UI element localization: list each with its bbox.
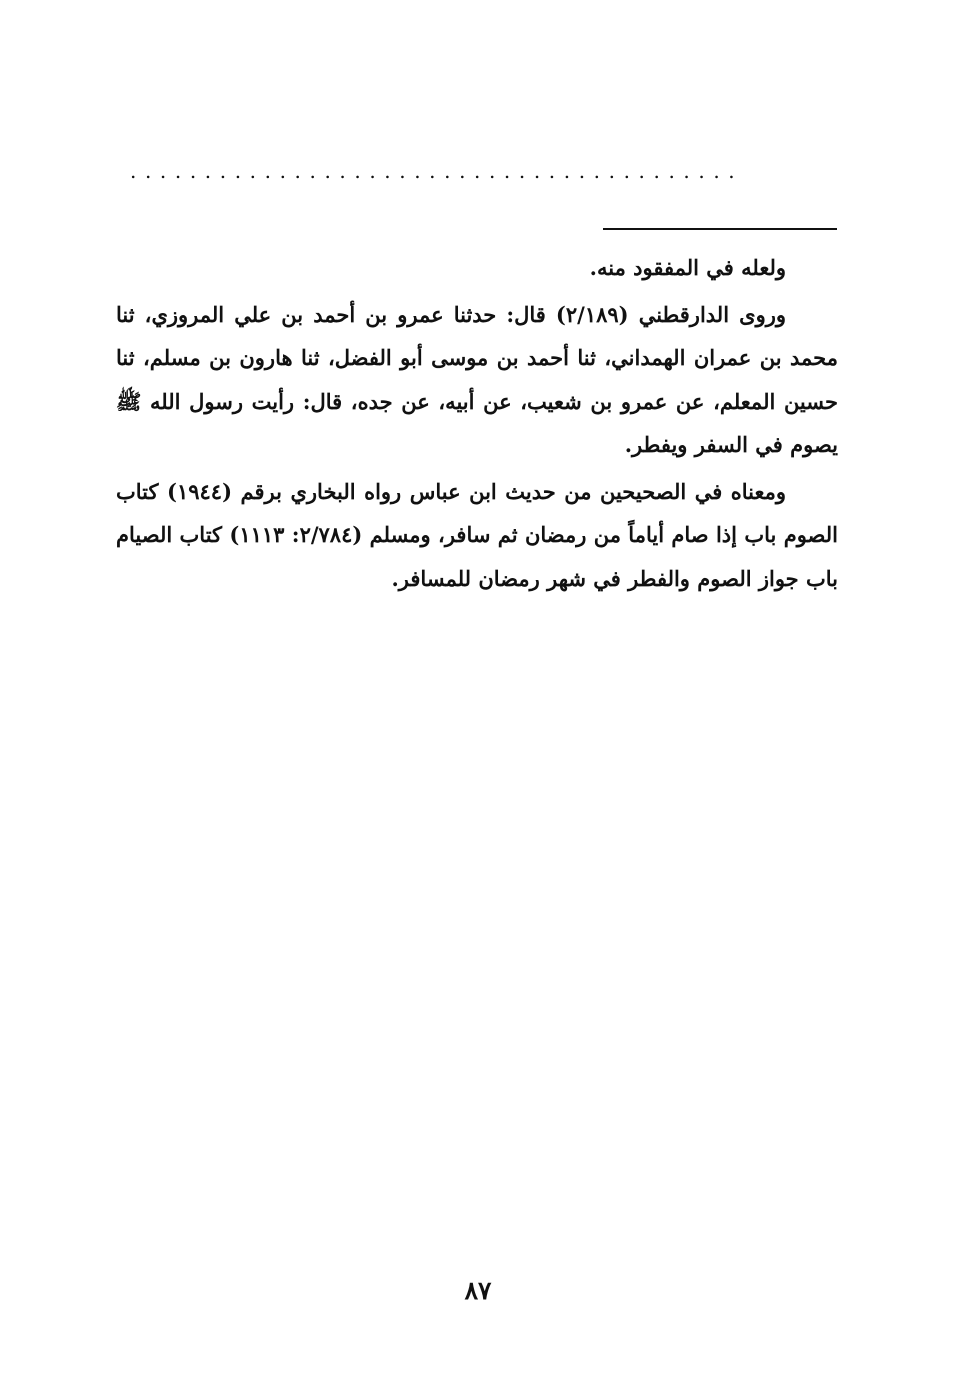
dotted-separator: ......................................... [130, 159, 744, 183]
page-number: ٨٧ [464, 1276, 492, 1305]
footnote-paragraph: ولعله في المفقود منه. [589, 255, 786, 280]
footnote-rule [603, 228, 837, 230]
footnotes-block [116, 246, 838, 600]
footnote-paragraph: وروى الدارقطني (٢/١٨٩) قال: حدثنا عمرو بن أحمد بن علي المروزي، ثنا محمد بن عمران الهمداني، ثنا أحمد بن موسى أبو الفضل، ثنا هارون بن مسلم، ثنا حسين المعلم، عن عمرو بن شعيب، عن أبيه، عن جده، قال: رأيت رسول الله ﷺ يصوم في السفر ويفطر. [116, 301, 838, 457]
footnote-paragraph: ومعناه في الصحيحين من حديث ابن عباس رواه البخاري برقم (١٩٤٤) كتاب الصوم باب إذا صام أياماً من رمضان ثم سافر، ومسلم (٢/٧٨٤: ١١١٣) كتاب الصيام باب جواز الصوم والفطر في شهر رمضان للمسافر. [116, 478, 838, 591]
